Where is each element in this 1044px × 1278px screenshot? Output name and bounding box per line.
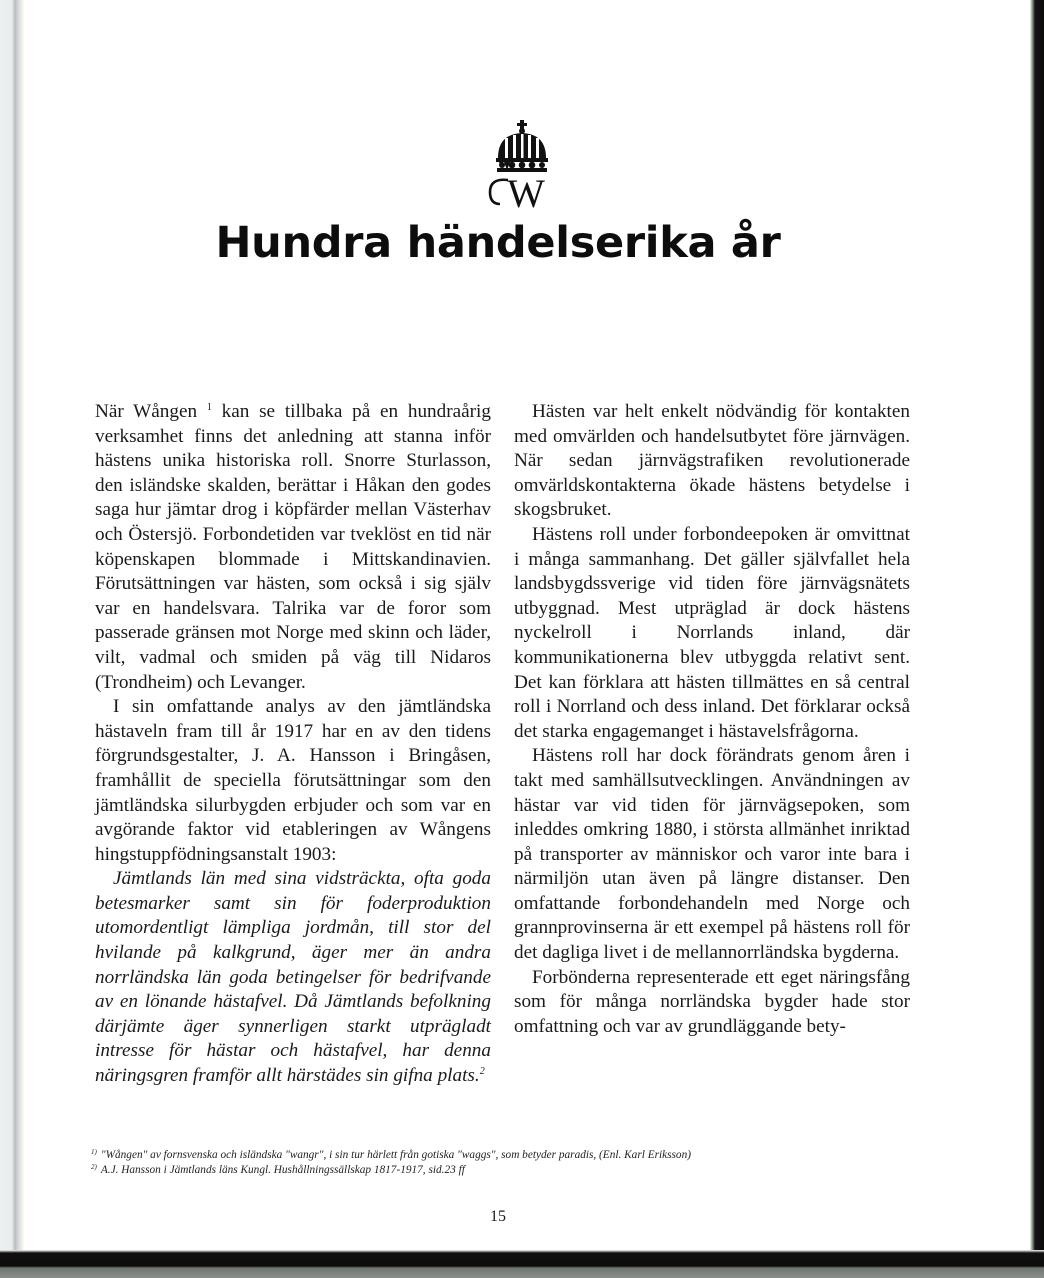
svg-text:W: W <box>507 171 545 212</box>
scan-bottom-edge <box>0 1250 1044 1278</box>
footnote-marker: 1 <box>206 402 212 413</box>
page-title: Hundra händelserika år <box>215 218 781 268</box>
footnotes <box>91 1148 891 1178</box>
paragraph: Hästens roll under forbondeepoken är omvittnat i många sammanhang. Det gäller självfallet hela landsbygdssverige vid tiden före järnvägsnätets utbyggnad. Mest utpräglad är dock hästens nyckelroll i Norrlands inland, där kommunikationerna blev utbyggda relativt sent. Det kan förklara att hästen tillmättes en så central roll i Norrland och dess inland. Det förklarar också det starka engagemanget i hästavelsfrågorna. <box>514 523 910 742</box>
footnote-2: $^{2)}$ A.J. Hansson i Jämtlands läns Kungl. Hushållningssällskap 1817-1917, sid.23 ff <box>91 1163 465 1176</box>
paragraph: Forbönderna representerade ett eget näringsfång som för många norrländska bygder hade stor omfattning och var av grundläggande bety- <box>514 966 910 1037</box>
body-column-right <box>514 400 910 1039</box>
crown-w-monogram-icon <box>472 120 572 212</box>
paragraph: När Wången $^1$ kan se tillbaka på en hundraårig verksamhet finns det anledning att stanna inför hästens unika historiska roll. Snorre Sturlasson, den isländske skalden, berättar i Håkan den godes saga hur jämtar drog i köpfärder mellan Västerhav och Östersjö. Forbondetiden var tveklöst en tid när köpenskapen blommade i Mittskandinavien. Förutsättningen var hästen, som också i sig själv var en handelsvara. Talrika var de foror som passerade gränsen mot Norge med skinn och läder, vilt, vadmal och smiden på väg till Nidaros (Trondheim) och Levanger. <box>95 401 491 693</box>
body-column-left <box>95 400 491 1089</box>
paragraph: Hästens roll har dock förändrats genom åren i takt med samhällsutvecklingen. Användningen av hästar var vid tiden för järnvägsepoken, som inleddes omkring 1880, i största allmänhet inriktad på transporter av människor och varor inte bara i närmiljön utan även på längre distanser. Den omfattande forbondehandeln med Norge och grannprovinserna är ett exempel på hästens roll för det dagliga livet i de mellannorrländska bygderna. <box>514 745 910 964</box>
footnote-marker: 2 <box>479 1066 485 1078</box>
block-quote: Jämtlands län med sina vidsträckta, ofta goda betesmarker samt sin för foderproduktion utomordentligt lämpliga jordmån, till stor del hvilande på kalkgrund, äger mer än andra norrländska län goda betingelser för bedrifvande av en lönande hästafvel. Då Jämtlands befolkning därjämte äger synnerligen starkt utprägladt intresse för hästar och hästafvel, har denna näringsgren framför allt härstädes sin gifna plats.$^2$ <box>95 868 491 1087</box>
scan-right-edge <box>1030 0 1044 1250</box>
paragraph: I sin omfattande analys av den jämtländska hästaveln fram till år 1917 har en av den tidens förgrundsgestalter, J. A. Hansson i Bringåsen, framhållit de speciella förutsättningar som den jämtländska silurbygden erbjuder och som var en avgörande faktor vid etableringen av Wångens hingstuppfödningsanstalt 1903: <box>95 696 491 865</box>
page-number: 15 <box>490 1208 506 1225</box>
footnote-1: $^{1)}$ "Wången" av fornsvenska och isländska "wangr", i sin tur härlett från gotiska "waggs", som betyder paradis, (Enl. Karl Eriksson) <box>91 1148 691 1161</box>
scan-left-edge <box>0 0 24 1278</box>
paragraph: Hästen var helt enkelt nödvändig för kontakten med omvärlden och handelsutbytet före järnvägen. När sedan järnvägstrafiken revolutionerade omvärldskontakterna ökade hästens betydelse i skogsbruket. <box>514 401 910 521</box>
